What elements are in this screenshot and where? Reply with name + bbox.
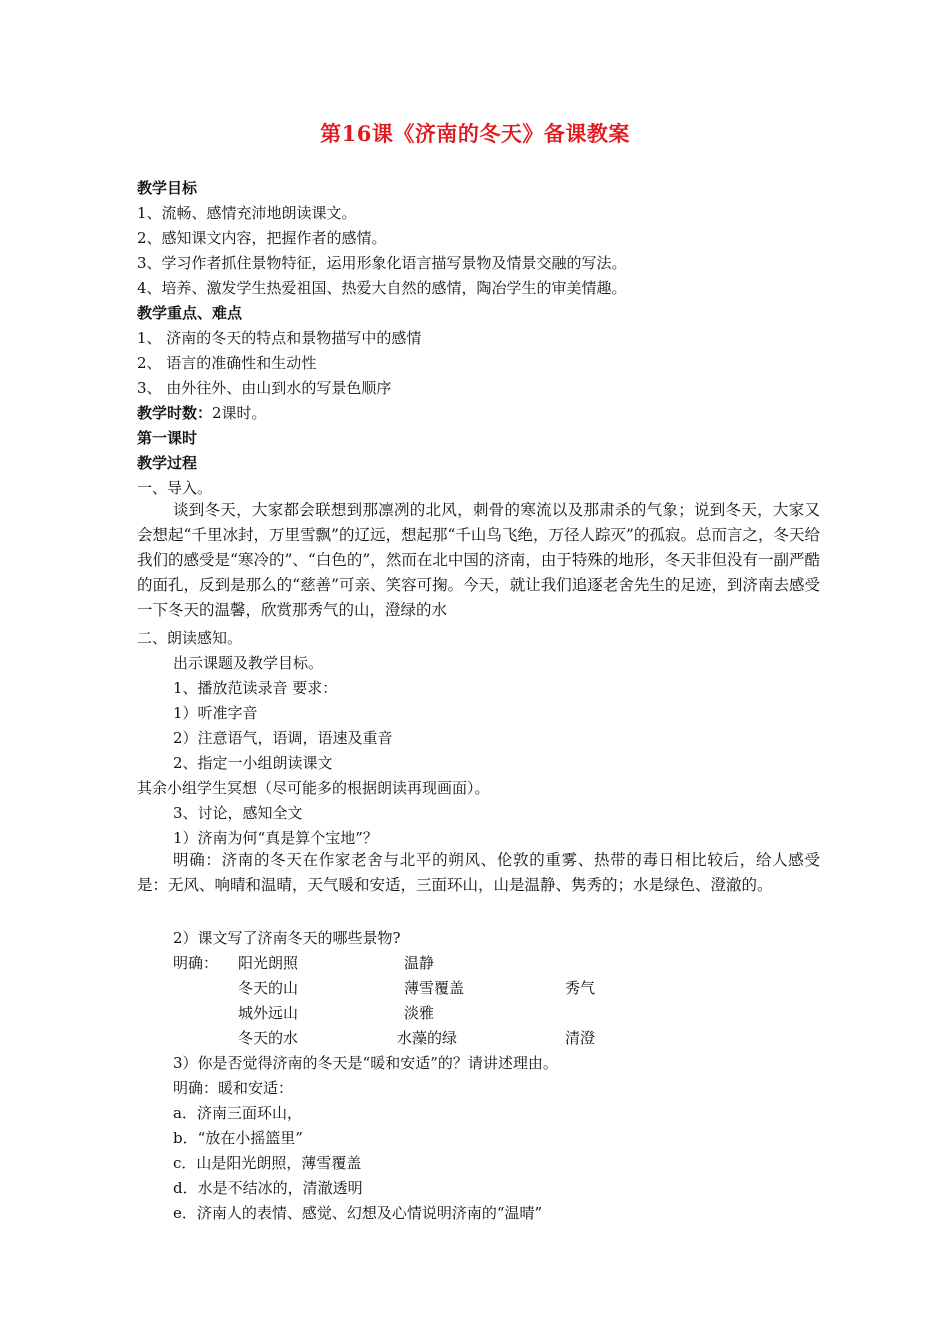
intro-paragraph: 谈到冬天，大家都会联想到那凛冽的北风，刺骨的寒流以及那肃杀的气象；说到冬天，大家又会想起“千里冰封，万里雪飘”的辽远，想起那“千山鸟飞绝，万径人踪灭”的孤寂。总而言之，冬天给我们的感受是“寒冷的”、“白色的”，然而在北中国的济南，由于特殊的地形，冬天非但没有一副严酷的面孔，反到是那么的“慈善”可亲、笑容可掬。今天，就让我们追逐老舍先生的足迹，到济南去感受一下冬天的温馨，欣赏那秀气的山，澄绿的水 [137,501,820,619]
lesson-one-heading: 第一课时 [137,429,198,447]
teaching-hours [137,403,267,423]
reading-line: 出示课题及教学目标。 [173,654,324,672]
scenery-cell: 清澄 [565,1029,596,1047]
goals-heading: 教学目标 [137,179,198,197]
goal-item: 1、流畅、感情充沛地朗读课文。 [137,204,357,222]
scenery-cell: 冬天的山 [238,979,299,997]
document-title: 第16课《济南的冬天》备课教案 [320,121,630,146]
reading-line: 1）听准字音 [173,704,258,722]
teaching-hours-label: 教学时数： [137,404,213,422]
scenery-cell: 水藻的绿 [397,1029,458,1047]
focus-item: 1、 济南的冬天的特点和景物描写中的感情 [137,329,422,347]
reading-line: 3、讨论，感知全文 [173,804,303,822]
question-three: 3）你是否觉得济南的冬天是“暖和安适”的？请讲述理由。 [173,1054,558,1072]
scenery-row [0,1003,950,1023]
reading-line: 1、播放范读录音 要求： [173,679,338,697]
scenery-row [0,1028,950,1048]
scenery-cell: 淡雅 [404,1004,435,1022]
reason-item: c．山是阳光朗照，薄雪覆盖 [173,1154,362,1172]
answer-three-label: 明确：暖和安适： [173,1079,294,1097]
reading-heading: 二、朗读感知。 [137,629,243,647]
reading-line: 2、指定一小组朗读课文 [173,754,333,772]
reason-item: d．水是不结冰的，清澈透明 [173,1179,363,1197]
scenery-cell: 薄雪覆盖 [404,979,465,997]
focus-heading: 教学重点、难点 [137,304,243,322]
scenery-cell: 冬天的水 [238,1029,299,1047]
scenery-cell: 阳光朗照 [238,954,299,972]
reason-item: e．济南人的表情、感觉、幻想及心情说明济南的“温晴” [173,1204,543,1222]
goal-item: 4、培养、激发学生热爱祖国、热爱大自然的感情，陶冶学生的审美情趣。 [137,279,627,297]
reading-line: 其余小组学生冥想（尽可能多的根据朗读再现画面）。 [137,779,490,797]
goal-item: 2、感知课文内容，把握作者的感情。 [137,229,387,247]
scenery-cell: 城外远山 [238,1004,299,1022]
focus-item: 3、 由外往外、由山到水的写景色顺序 [137,379,392,397]
answer-one-paragraph: 明确：济南的冬天在作家老舍与北平的朔风、伦敦的重雾、热带的毒日相比较后，给人感受是：无风、响晴和温晴，天气暖和安适，三面环山，山是温静、隽秀的；水是绿色、澄澈的。 [137,851,820,894]
scenery-row [0,978,950,998]
goal-item: 3、学习作者抓住景物特征，运用形象化语言描写景物及情景交融的写法。 [137,254,627,272]
focus-item: 2、 语言的准确性和生动性 [137,354,317,372]
reason-item: a．济南三面环山， [173,1104,302,1122]
question-two: 2）课文写了济南冬天的哪些景物? [173,929,401,947]
reading-line: 2）注意语气，语调，语速及重音 [173,729,393,747]
teaching-hours-value: 2课时。 [212,404,267,422]
scenery-row [0,953,950,973]
scenery-cell: 秀气 [565,979,596,997]
scenery-table-label: 明确： [173,954,219,972]
reason-item: b．“放在小摇篮里” [173,1129,303,1147]
question-one: 1）济南为何“真是算个宝地”？ [173,829,378,847]
process-heading: 教学过程 [137,454,198,472]
intro-heading: 一、导入。 [137,479,213,497]
scenery-cell: 温静 [404,954,435,972]
